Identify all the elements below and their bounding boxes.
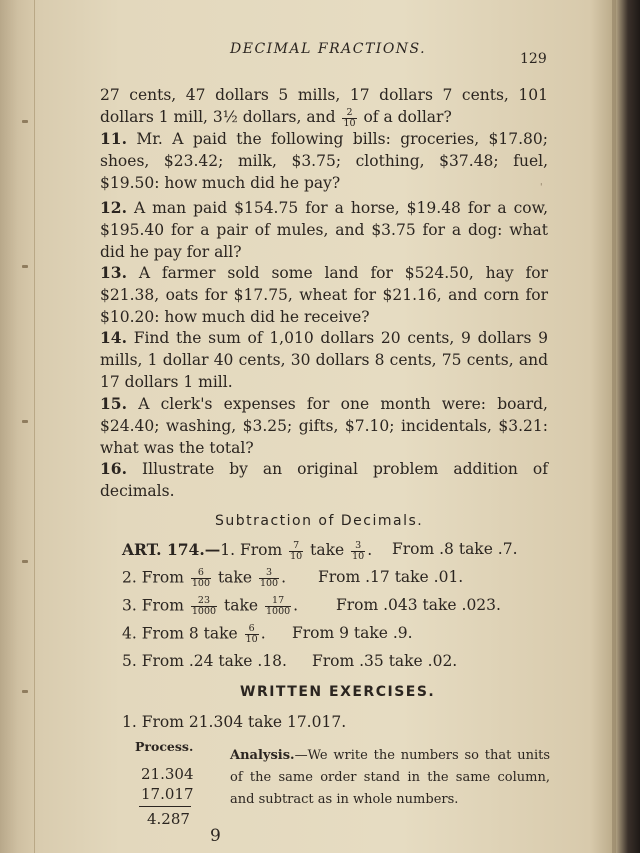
fraction: $\frac{6}{10}$	[245, 623, 258, 645]
art-row-3: 3. From $\frac{23}{1000}$ take $\frac{17}{1000}$ . From .043 take .023.	[122, 595, 501, 617]
problem-text: A farmer sold some land for $524.50, hay for $21.38, oats for $17.75, wheat for $21.16, and corn for $10.20: how much did he receive?	[100, 264, 548, 326]
problem-16	[100, 458, 548, 502]
problem-number: 14.	[100, 328, 127, 347]
art-row-5: 5. From .24 take .18. From .35 take .02.	[122, 652, 458, 670]
signature-mark: 9	[210, 826, 221, 846]
page-edge	[612, 0, 616, 853]
process-label: Process.	[135, 739, 194, 754]
problem-number: 12.	[100, 198, 127, 217]
art-row-2: 2. From $\frac{6}{100}$ take $\frac{3}{100}$ . From .17 take .01.	[122, 567, 464, 589]
written-exercise-1: 1. From 21.304 take 17.017.	[122, 713, 347, 731]
problem-text: Mr. A paid the following bills: groceries, $17.80; shoes, $23.42; milk, $3.75; clothing, $37.48; fuel, $19.50: how much did he pay?	[100, 130, 548, 192]
problem-text: Find the sum of 1,010 dollars 20 cents, 9 dollars 9 mills, 1 dollar 40 cents, 30 dollars 8 cents, 75 cents, and 17 dollars 1 mill.	[100, 329, 548, 391]
problem-number: 11.	[100, 129, 127, 148]
fraction: $\frac{3}{100}$	[259, 567, 279, 589]
fraction: $\frac{6}{100}$	[191, 567, 211, 589]
binding-stitch	[22, 690, 28, 693]
analysis-label: Analysis.	[230, 748, 295, 763]
fraction: $\frac{7}{10}$	[290, 539, 303, 562]
book-binding	[0, 0, 35, 853]
difference: 4.287	[147, 810, 190, 828]
binding-stitch	[22, 420, 28, 423]
art-row-4: 4. From 8 take $\frac{6}{10}$ . From 9 take .9.	[122, 623, 413, 645]
fraction: $\frac{2}{10}$	[343, 106, 356, 129]
problem-number: 15.	[100, 394, 127, 413]
analysis-paragraph	[230, 745, 550, 811]
binding-stitch	[22, 560, 28, 563]
art-row-1: ART. 174.—1. From $\frac{7}{10}$ take $\frac{3}{10}$ . From .8 take .7.	[122, 539, 518, 562]
problem-10-continuation: 27 cents, 47 dollars 5 mills, 17 dollars 7 cents, 101 dollars 1 mill, 3½ dollars, and $\frac{2}{10}$ of a dollar?	[100, 86, 548, 129]
problem-11	[100, 128, 548, 194]
page-number: 129	[520, 51, 547, 67]
analysis-text: —We write the numbers so that units of the same order stand in the same column, and subtract as in whole numbers.	[230, 748, 550, 807]
problem-text: A man paid $154.75 for a horse, $19.48 for a cow, $195.40 for a pair of mules, and $3.75 for a dog: what did he pay for all?	[100, 199, 548, 261]
fraction: $\frac{3}{10}$	[352, 539, 365, 562]
problem-text: Illustrate by an original problem addition of decimals.	[100, 460, 548, 500]
problem-text: 27 cents, 47 dollars 5 mills, 17 dollars 7 cents, 101 dollars 1 mill, 3½ dollars, and	[100, 86, 548, 126]
problem-15	[100, 393, 548, 459]
problem-14	[100, 327, 548, 393]
margin-mark: '	[540, 183, 543, 193]
section-heading-written: WRITTEN EXERCISES.	[240, 684, 436, 700]
section-heading-subtraction: Subtraction of Decimals.	[215, 513, 424, 529]
minuend: 21.304	[141, 765, 194, 783]
subtrahend: 17.017	[141, 785, 194, 803]
problem-12	[100, 197, 548, 263]
binding-stitch	[22, 265, 28, 268]
running-head: DECIMAL FRACTIONS.	[230, 41, 427, 57]
problem-text: A clerk's expenses for one month were: board, $24.40; washing, $3.25; gifts, $7.10; incidentals, $3.21: what was the total?	[100, 395, 548, 457]
fraction: $\frac{23}{1000}$	[191, 595, 217, 617]
problem-13	[100, 262, 548, 328]
fraction: $\frac{17}{1000}$	[265, 595, 291, 617]
problem-number: 16.	[100, 459, 127, 478]
article-label: ART. 174.—	[122, 540, 221, 559]
problem-number: 13.	[100, 263, 127, 282]
subtraction-rule	[139, 806, 191, 807]
binding-stitch	[22, 120, 28, 123]
